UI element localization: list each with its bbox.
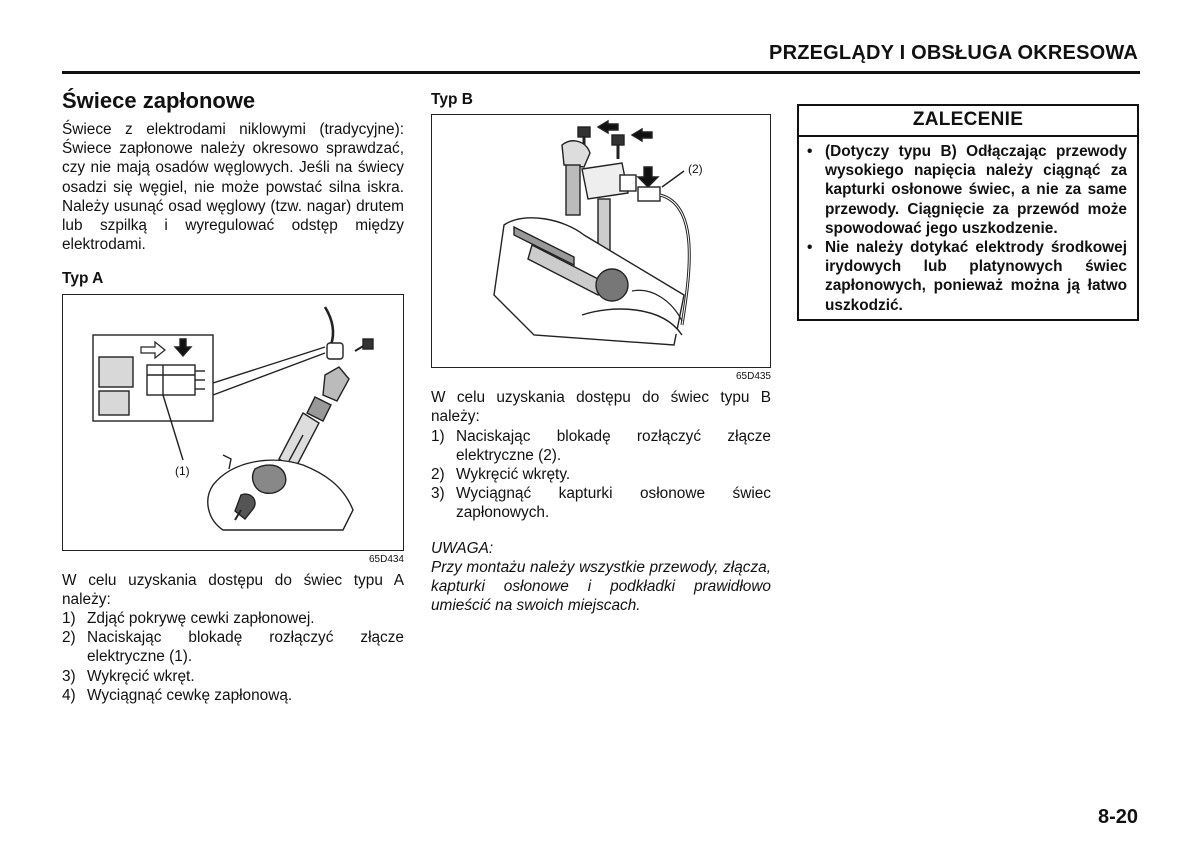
list-item: 3) Wyciągnąć kapturki osłonowe świec zapłonowych. bbox=[431, 485, 771, 522]
type-a-heading: Typ A bbox=[62, 270, 104, 288]
note-title: UWAGA: bbox=[431, 539, 494, 557]
plug-cap-illustration bbox=[432, 115, 770, 367]
running-header: PRZEGLĄDY I OBSŁUGA OKRESOWA bbox=[769, 42, 1138, 64]
type-a-steps bbox=[62, 609, 404, 705]
type-a-instructions-intro: W celu uzyskania dostępu do świec typu A należy: bbox=[62, 571, 404, 608]
list-item: 2) Wykręcić wkręty. bbox=[431, 466, 571, 484]
list-item: • Nie należy dotykać elektrody środkowej irydowych lub platynowych świec zapłonowych, ponieważ można ją łatwo uszkodzić. bbox=[807, 239, 1127, 314]
list-item: 1) Naciskając blokadę rozłączyć złącze elektryczne (2). bbox=[431, 427, 771, 464]
recommendation-title: ZALECENIE bbox=[799, 106, 1137, 137]
list-item: 2) Naciskając blokadę rozłączyć złącze elektryczne (1). bbox=[62, 629, 404, 666]
column-middle bbox=[431, 90, 771, 615]
bullet-icon: • bbox=[807, 239, 813, 257]
type-a-figure bbox=[62, 294, 404, 551]
callout-1: (1) bbox=[175, 463, 190, 478]
list-item: 3) Wykręcić wkręt. bbox=[62, 667, 195, 685]
list-item: 1) Zdjąć pokrywę cewki zapłonowej. bbox=[62, 610, 315, 628]
recommendation-box bbox=[797, 104, 1139, 321]
list-item: 4) Wyciągnąć cewkę zapłonową. bbox=[62, 686, 293, 704]
type-b-figure bbox=[431, 114, 771, 368]
note-body: Przy montażu należy wszystkie przewody, złącza, kapturki osłonowe i podkładki prawidłowo umieścić na swoich miejscach. bbox=[431, 558, 771, 615]
type-b-steps bbox=[431, 427, 771, 523]
recommendation-list bbox=[799, 137, 1137, 319]
intro-paragraph: Świece z elektrodami niklowymi (tradycyjne): Świece zapłonowe należy okresowo sprawdzać, czy nie mają osadów węglowych. Jeśli na świecy osadzi się węgiel, nie może powstać silna iskra. Należy usunąć osad węglowy (tzw. nagar) drutem lub szpilką i wyregulować odstęp między elektrodami. bbox=[62, 121, 404, 254]
ignition-coil-illustration bbox=[63, 295, 403, 550]
section-title: Świece zapłonowe bbox=[62, 88, 256, 113]
type-b-instructions-intro: W celu uzyskania dostępu do świec typu B należy: bbox=[431, 389, 771, 426]
bullet-icon: • bbox=[807, 143, 813, 160]
column-left bbox=[62, 88, 404, 705]
callout-2: (2) bbox=[688, 162, 703, 177]
type-a-figure-code: 65D434 bbox=[368, 553, 404, 565]
page-number: 8-20 bbox=[1097, 806, 1138, 828]
header-rule bbox=[62, 71, 1140, 74]
type-b-figure-code: 65D435 bbox=[735, 371, 771, 383]
type-b-heading: Typ B bbox=[431, 91, 473, 108]
list-item: • (Dotyczy typu B) Odłączając przewody wysokiego napięcia należy ciągnąć za kapturki osłonowe świec, a nie za same przewody. Ciągnięcie za przewód może spowodować jego uszkodzenie. bbox=[807, 143, 1127, 237]
